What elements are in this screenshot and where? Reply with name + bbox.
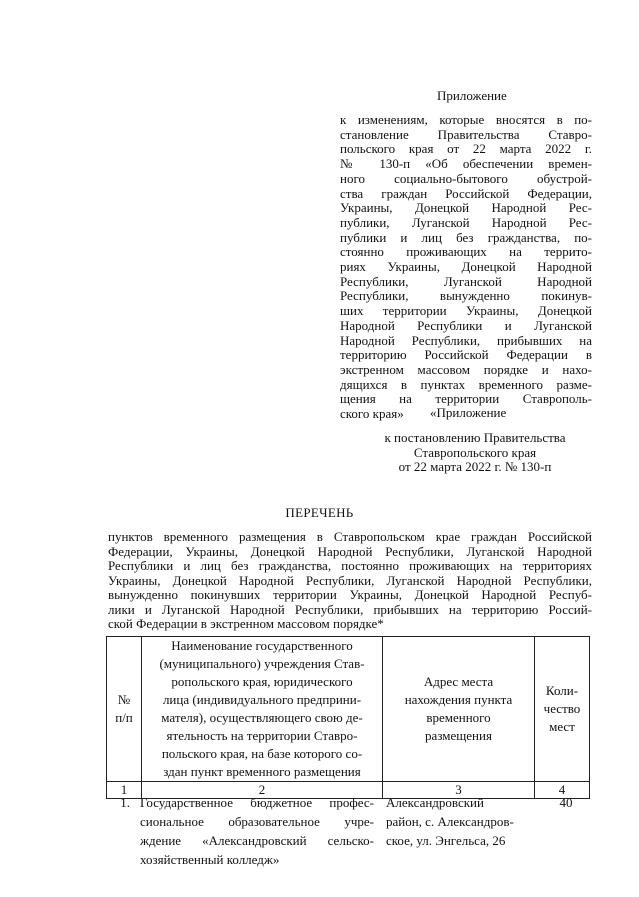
appendix-line: Республики, вынужденно покинув- <box>340 288 592 304</box>
row-institution-name: Государственное бюджетное профес- сиональное образовательное учре- ждение «Александровский сельско- хозяйственный колледж» <box>140 795 374 867</box>
appendix-line: щения на территории Ставрополь- <box>340 391 592 407</box>
header-places-count: Коли- чество мест <box>535 637 590 782</box>
description-line: Республики и лиц без гражданства, постоянно проживающих на территориях <box>108 558 592 573</box>
description-line: Федерации, Украины, Донецкой Народной Республики, Луганской Народной <box>108 543 592 559</box>
appendix-line: ших территории Украины, Донецкой <box>340 303 592 319</box>
column-index: 2 <box>142 782 383 799</box>
appendix-title: Приложение <box>437 88 507 103</box>
appendix-line: ства граждан Российской Федерации, <box>340 185 592 201</box>
appendix-line: территорию Российской Федерации в <box>340 347 592 363</box>
appendix-line: № 130-п «Об обеспечении времен- <box>340 156 592 172</box>
appendix-line: публики, Луганской Народной Рес- <box>340 214 592 230</box>
description-line: вынужденно покинувших территории Украины, Донецкой Народной Респуб- <box>108 587 592 602</box>
appendix-line: Республики, Луганской Народной <box>340 273 592 289</box>
list-description <box>108 530 592 632</box>
header-number: № п/п <box>107 637 142 782</box>
description-line: лики и Луганской Народной Республики, прибывших на территорию Россий- <box>108 601 592 617</box>
appendix-line: экстренном массовом порядке и нахо- <box>340 361 592 377</box>
header-institution-name: Наименование государственного (муниципального) учреждения Став- ропольского края, юридического лица (индивидуального предприни- мателя), осуществляющего свою де- ятельность на территории Ставро- польского края, на базе которого со- здан пункт временного размещения <box>142 637 383 782</box>
appendix-line: ного социально-бытового обустрой- <box>340 170 592 186</box>
appendix2-title: «Приложение <box>430 405 507 420</box>
appendix-line: публики и лиц без гражданства, по- <box>340 229 592 245</box>
list-heading: ПЕРЕЧЕНЬ <box>285 505 354 520</box>
column-index: 4 <box>535 782 590 799</box>
appendix2-text <box>360 431 590 475</box>
table-header-row <box>107 637 590 782</box>
header-address: Адрес места нахождения пункта временного размещения <box>383 637 535 782</box>
column-index: 1 <box>107 782 142 799</box>
appendix-line: Украины, Донецкой Народной Рес- <box>340 200 592 216</box>
appendix-line: стоянно проживающих на террито- <box>340 244 592 260</box>
appendix-line: риях Украины, Донецкой Народной <box>340 259 592 275</box>
appendix2-line: Ставропольского края <box>413 444 537 460</box>
appendix-line: ского края» <box>340 406 404 422</box>
description-line: пунктов временного размещения в Ставропольском крае граждан Российской <box>108 529 592 544</box>
appendix-line: дящихся в пунктах временного разме- <box>340 376 592 392</box>
description-line: Украины, Донецкой Народной Республики, Луганской Народной Республики, <box>108 572 592 588</box>
appendix-line: становление Правительства Ставро- <box>340 126 592 142</box>
appendix-text <box>340 113 592 422</box>
description-line: ской Федерации в экстренном массовом порядке* <box>108 616 384 631</box>
appendix2-line: от 22 марта 2022 г. № 130-п <box>398 459 552 475</box>
appendix-line: Народной Республики и Луганской <box>340 317 592 333</box>
appendix-line: к изменениям, которые вносятся в по- <box>340 112 592 127</box>
appendix-line: польского края от 22 марта 2022 г. <box>340 141 592 157</box>
column-index: 3 <box>383 782 535 799</box>
appendix2-line: к постановлению Правительства <box>384 430 566 445</box>
row-places-count: 40 <box>559 795 573 810</box>
row-address: Александровский район, с. Александров- ское, ул. Энгельса, 26 <box>386 795 514 848</box>
appendix-line: Народной Республики, прибывших на <box>340 332 592 348</box>
points-table <box>106 636 590 799</box>
row-number: 1. <box>120 795 130 810</box>
